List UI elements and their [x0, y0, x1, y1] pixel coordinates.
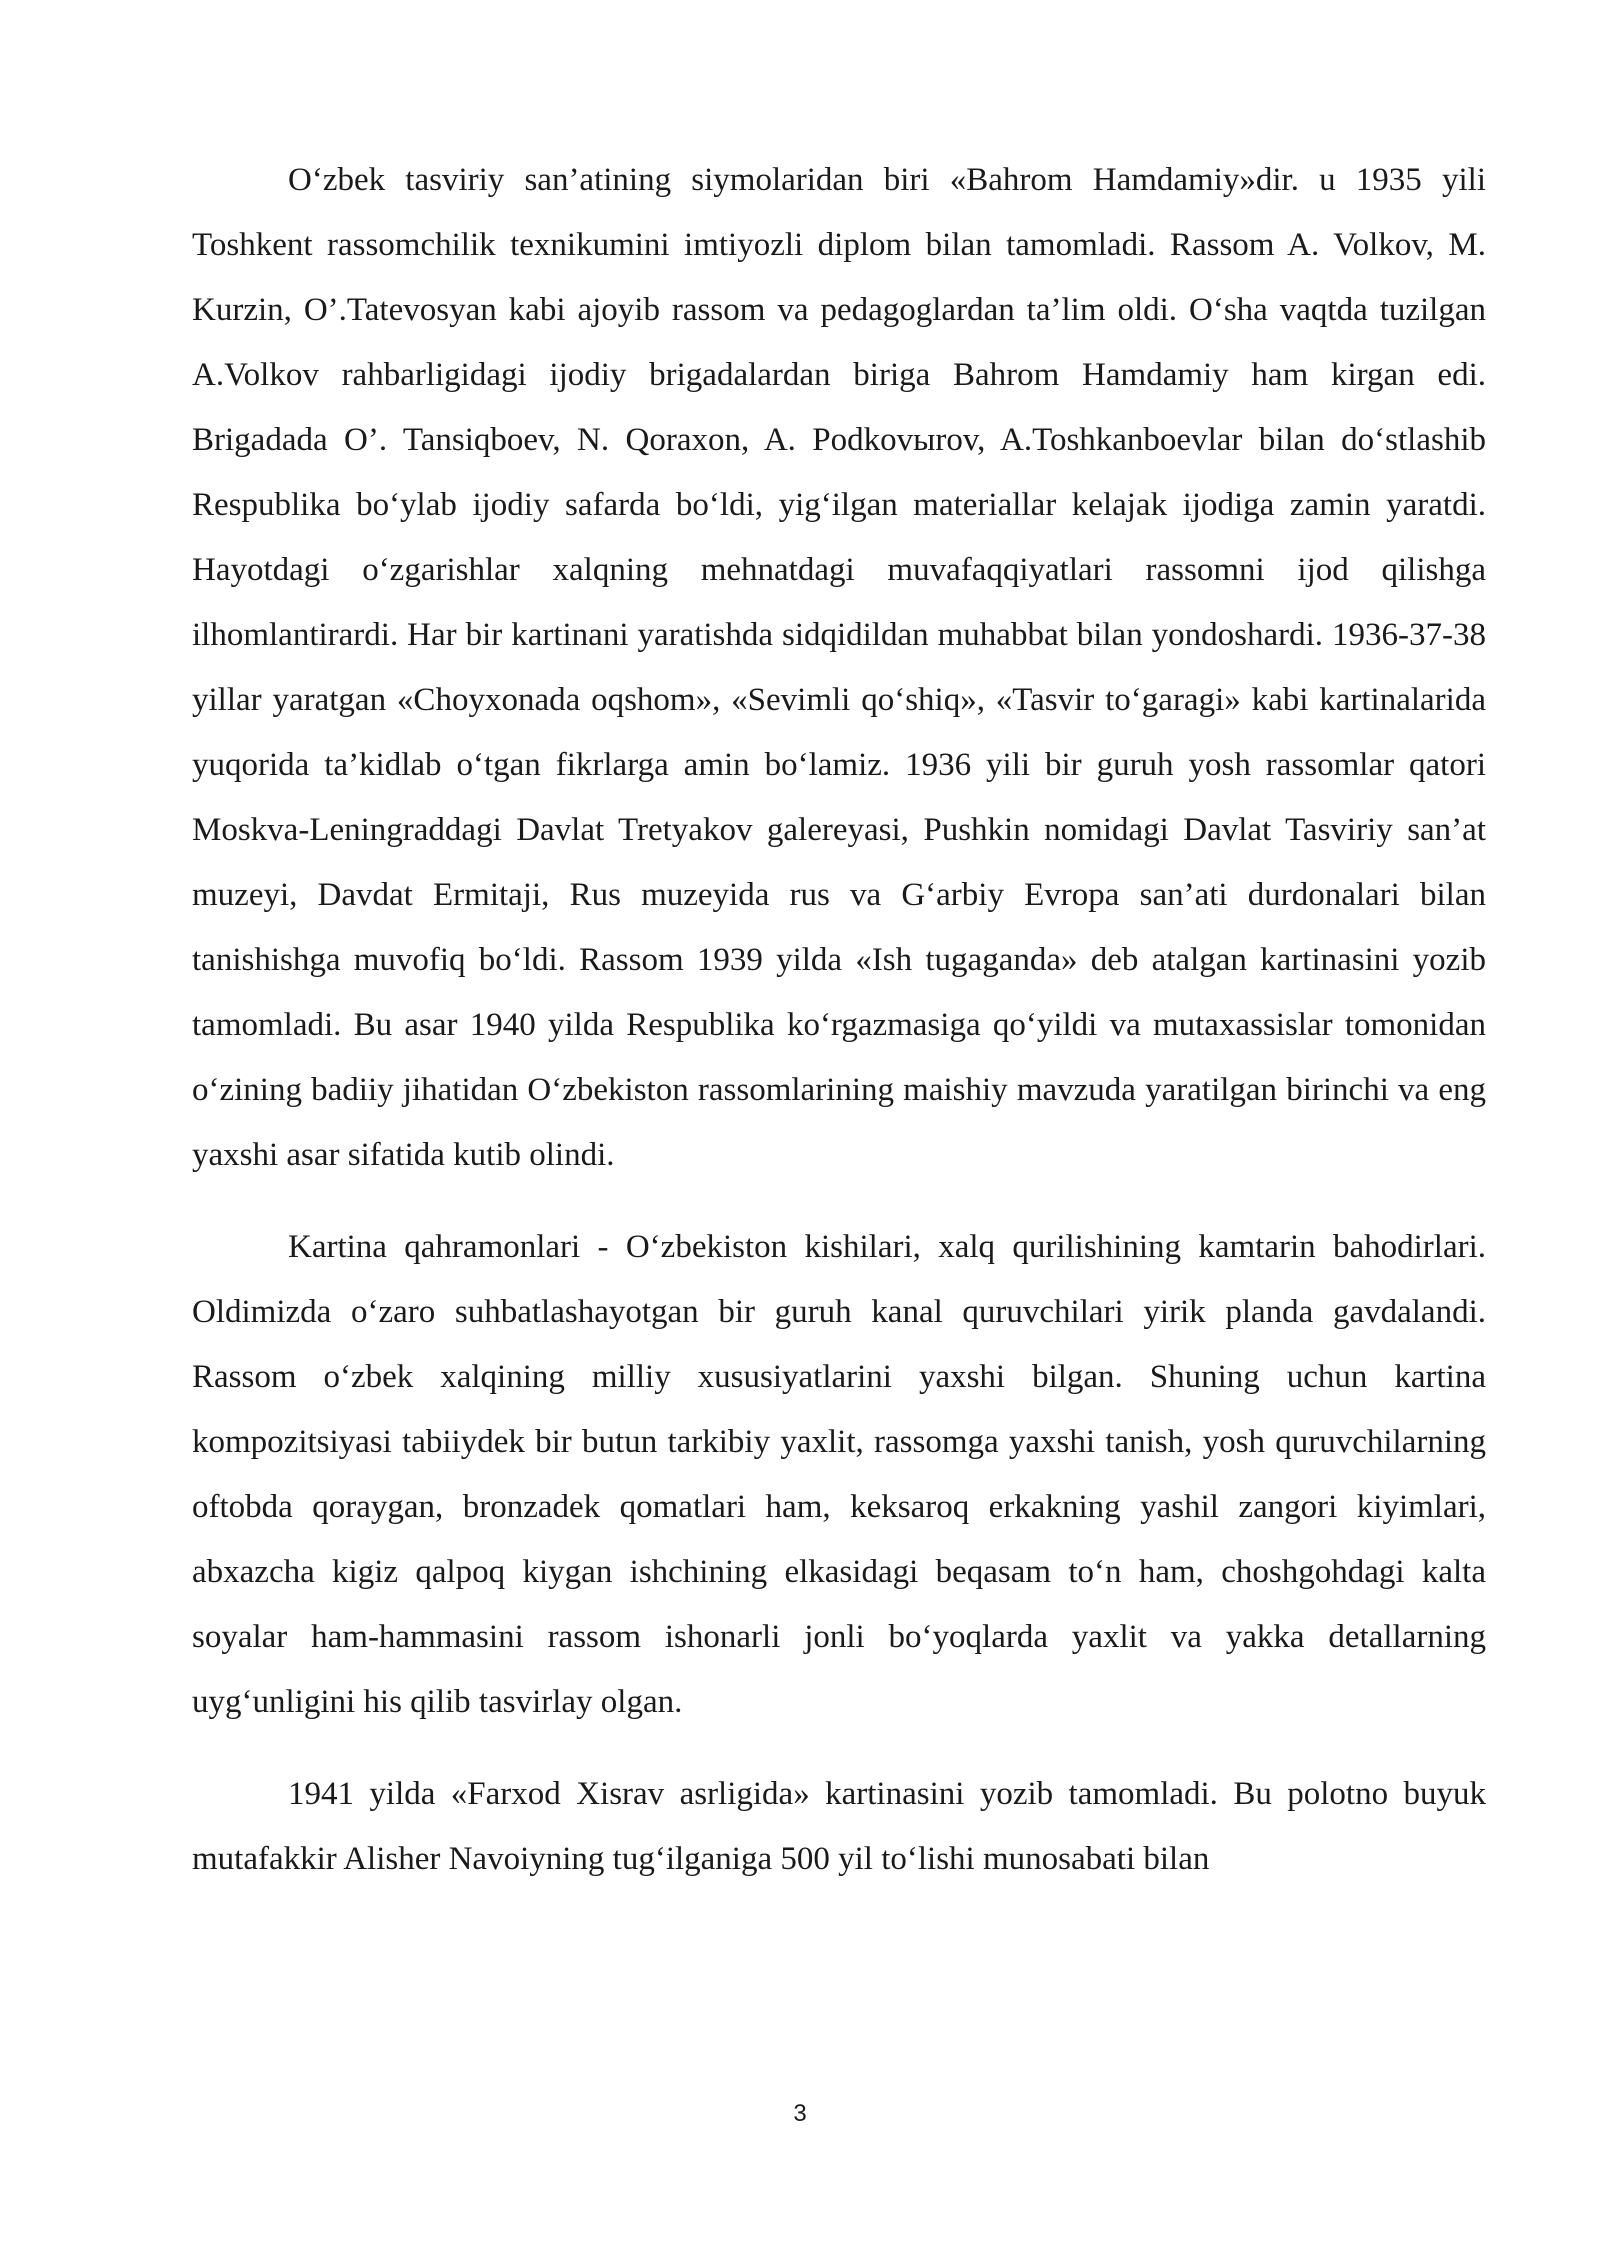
paragraph-2: Kartina qahramonlari - O‘zbekiston kishilari, xalq qurilishining kamtarin bahodirlari. Oldimizda o‘zaro suhbatlashayotgan bir guruh kanal quruvchilari yirik planda gavdalandi. Rassom o‘zbek xalqining milliy xususiyatlarini yaxshi bilgan. Shuning uchun kartina kompozitsiyasi tabiiydek bir butun tarkibiy yaxlit, rassomga yaxshi tanish, yosh quruvchilarning oftobda qoraygan, bronzadek qomatlari ham, keksaroq erkakning yashil zangori kiyimlari, abxazcha kigiz qalpoq kiygan ishchining elkasidagi beqasam to‘n ham, choshgohdagi kalta soyalar ham-hammasini rassom ishonarli jonli bo‘yoqlarda yaxlit va yakka detallarning uyg‘unligini his qilib tasvirlay olgan.: [192, 1229, 1486, 1720]
page-number: 3: [793, 2100, 807, 2127]
paragraph-3: 1941 yilda «Farxod Xisrav asrligida» kartinasini yozib tamomladi. Bu polotno buyuk mutafakkir Alisher Navoiyning tug‘ilganiga 500 yil to‘lishi munosabati bilan: [192, 1776, 1486, 1877]
paragraph-1: O‘zbek tasviriy san’atining siymolaridan biri «Bahrom Hamdamiy»dir. u 1935 yili Toshkent rassomchilik texnikumini imtiyozli diplom bilan tamomladi. Rassom A. Volkov, M. Kurzin, O’.Tatevosyan kabi ajoyib rassom va pedagoglardan ta’lim oldi. O‘sha vaqtda tuzilgan A.Volkov rahbarligidagi ijodiy brigadalardan biriga Bahrom Hamdamiy ham kirgan edi. Brigadada O’. Tansiqboev, N. Qoraxon, A. Podkovыrov, A.Toshkanboevlar bilan do‘stlashib Respublika bo‘ylab ijodiy safarda bo‘ldi, yig‘ilgan materiallar kelajak ijodiga zamin yaratdi. Hayotdagi o‘zgarishlar xalqning mehnatdagi muvafaqqiyatlari rassomni ijod qilishga ilhomlantirardi. Har bir kartinani yaratishda sidqidildan muhabbat bilan yondoshardi. 1936-37-38 yillar yaratgan «Choyxonada oqshom», «Sevimli qo‘shiq», «Tasvir to‘garagi» kabi kartinalarida yuqorida ta’kidlab o‘tgan fikrlarga amin bo‘lamiz. 1936 yili bir guruh yosh rassomlar qatori Moskva-Leningraddagi Davlat Tretyakov galereyasi, Pushkin nomidagi Davlat Tasviriy san’at muzeyi, Davdat Ermitaji, Rus muzeyida rus va G‘arbiy Evropa san’ati durdonalari bilan tanishishga muvofiq bo‘ldi. Rassom 1939 yilda «Ish tugaganda» deb atalgan kartinasini yozib tamomladi. Bu asar 1940 yilda Respublika ko‘rgazmasiga qo‘yildi va mutaxassislar tomonidan o‘zining badiiy jihatidan O‘zbekiston rassomlarining maishiy mavzuda yaratilgan birinchi va eng yaxshi asar sifatida kutib olindi.: [192, 162, 1486, 1173]
document-body: [192, 148, 1486, 1892]
